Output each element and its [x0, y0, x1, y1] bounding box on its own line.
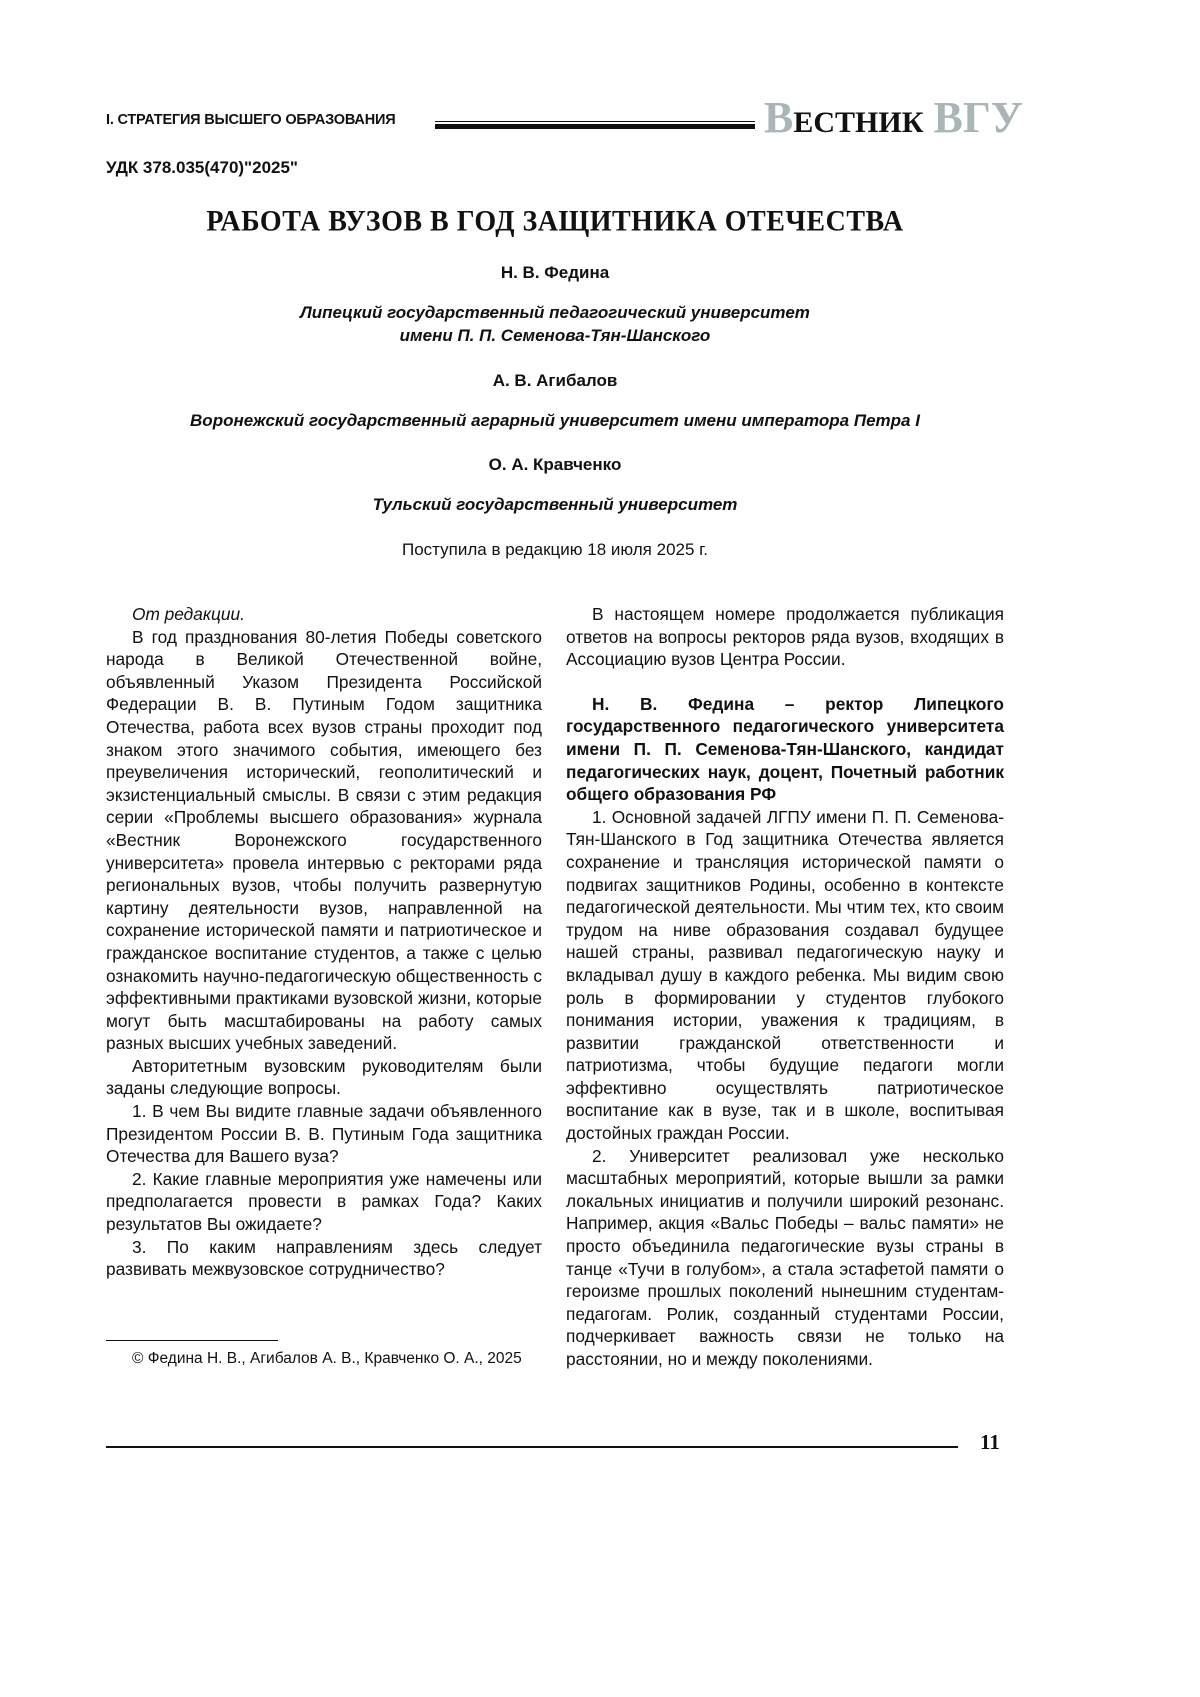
author-bio: Н. В. Федина – ректор Липецкого государственного педагогического университета имени П. П. Семенова-Тян-Шанского, кандидат педагогических наук, доцент, Почетный работник общего образования РФ [566, 693, 1004, 806]
editor-note-heading: От редакции. [106, 603, 542, 626]
journal-logo: ВЕСТНИК ВГУ [764, 92, 1023, 143]
author-affiliation: Воронежский государственный аграрный университет имени императора Петра I [0, 411, 1110, 431]
author-name: Н. В. Федина [0, 263, 1110, 283]
question: 2. Какие главные мероприятия уже намечены или предполагается провести в рамках Года? Каких результатов Вы ожидаете? [106, 1168, 542, 1236]
author-name: А. В. Агибалов [0, 371, 1110, 391]
udk-code: УДК 378.035(470)"2025" [106, 158, 298, 178]
page-number: 11 [980, 1430, 1000, 1455]
received-date: Поступила в редакцию 18 июля 2025 г. [0, 540, 1110, 560]
copyright-footnote: © Федина Н. В., Агибалов А. В., Кравченко О. А., 2025 [106, 1348, 542, 1369]
author-affiliation: Тульский государственный университет [0, 495, 1110, 515]
question: 1. В чем Вы видите главные задачи объявленного Президентом России В. В. Путиным Года защитника Отечества для Вашего вуза? [106, 1100, 542, 1168]
paragraph: Авторитетным вузовским руководителям были заданы следующие вопросы. [106, 1055, 542, 1100]
paragraph: В год празднования 80-летия Победы советского народа в Великой Отечественной войне, объявленный Указом Президента Российской Федерации В. В. Путиным Годом защитника Отечества, работа всех вузов страны проходит под знаком этого значимого события, имеющего без преувеличения исторический, геополитический и экзистенциальный смыслы. В связи с этим редакция серии «Проблемы высшего образования» журнала «Вестник Воронежского государственного университета» провела интервью с ректорами ряда региональных вузов, чтобы получить развернутую картину деятельности вузов, направленной на сохранение исторической памяти и патриотическое и гражданское воспитание студентов, а также с целью ознакомить научно-педагогическую общественность с эффективными практиками вузовской жизни, которые могут быть масштабированы на работу самых разных высших учебных заведений. [106, 626, 542, 1055]
footnote-rule [106, 1340, 278, 1341]
running-header-section: I. СТРАТЕГИЯ ВЫСШЕГО ОБРАЗОВАНИЯ [106, 112, 395, 128]
answer: 2. Университет реализовал уже несколько масштабных мероприятий, которые вышли за рамки локальных инициатив и получили широкий резонанс. Например, акция «Вальс Победы – вальс памяти» не просто объединила педагогические вузы страны в танце «Тучи в голубом», а стала эстафетой памяти о героизме прошлых поколений нынешним студентам-педагогам. Ролик, созданный студентами России, подчеркивает важность связи не только на расстоянии, но и между поколениями. [566, 1145, 1004, 1371]
answer: 1. Основной задачей ЛГПУ имени П. П. Семенова-Тян-Шанского в Год защитника Отечества является сохранение и трансляция исторической памяти о подвигах защитников Родины, особенно в контексте педагогической деятельности. Мы чтим тех, кто своим трудом на ниве образования создавал будущее нашей страны, развивал педагогическую науку и вкладывал душу в каждого ребенка. Мы видим свою роль в формировании у студентов глубокого понимания истории, уважения к традициям, в развитии гражданской ответственности и патриотизма, чтобы будущие педагоги могли эффективно осуществлять патриотическое воспитание как в вузе, так и в школе, воспитывая достойных граждан России. [566, 806, 1004, 1145]
header-rule [435, 121, 755, 129]
left-column [106, 603, 542, 1281]
question: 3. По каким направлениям здесь следует развивать межвузовское сотрудничество? [106, 1236, 542, 1281]
author-affiliation: имени П. П. Семенова-Тян-Шанского [0, 326, 1110, 346]
footer-rule [106, 1446, 958, 1448]
author-affiliation: Липецкий государственный педагогический университет [0, 303, 1110, 323]
article-title: РАБОТА ВУЗОВ В ГОД ЗАЩИТНИКА ОТЕЧЕСТВА [0, 205, 1110, 239]
paragraph: В настоящем номере продолжается публикация ответов на вопросы ректоров ряда вузов, входящих в Ассоциацию вузов Центра России. [566, 603, 1004, 671]
document-page [0, 0, 1200, 1697]
right-column [566, 603, 1004, 1371]
author-name: О. А. Кравченко [0, 455, 1110, 475]
